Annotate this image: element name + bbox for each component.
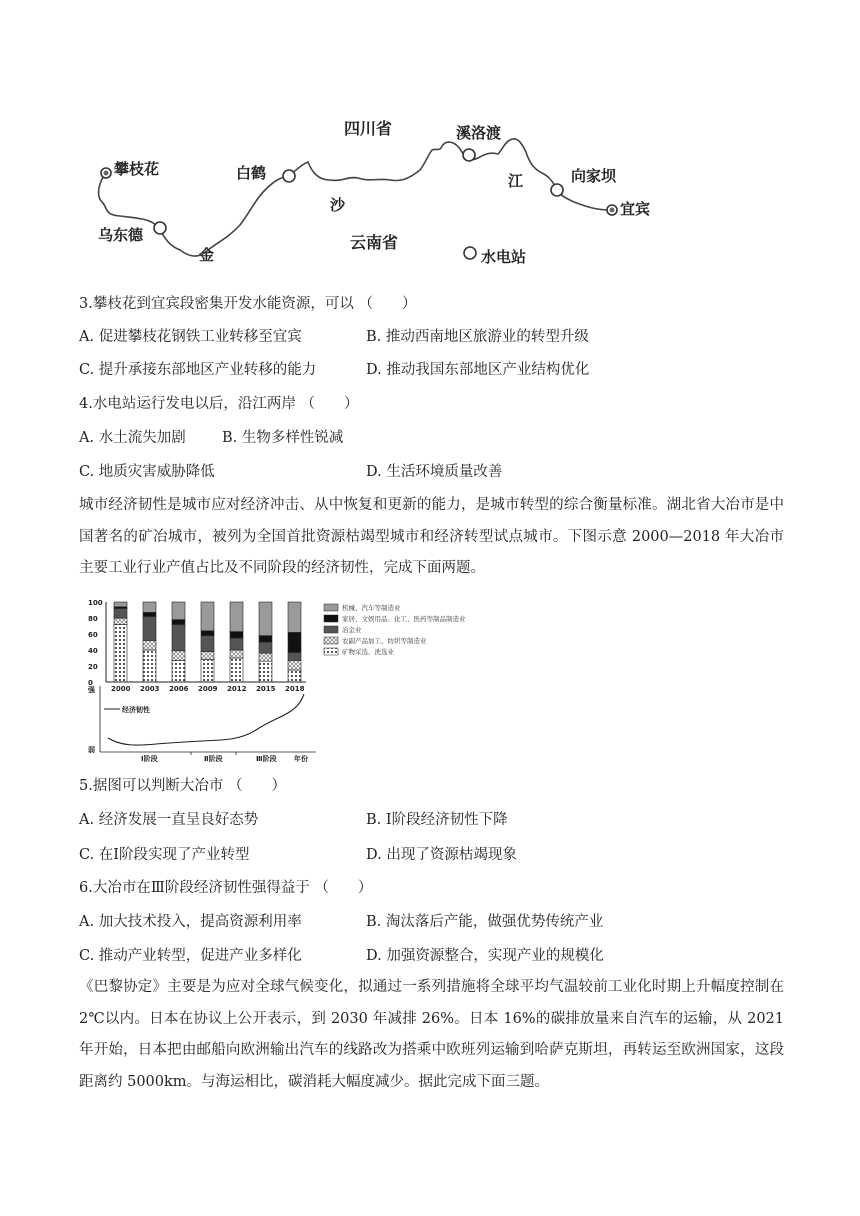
station-label-xiangjiaba: 向家坝 — [571, 167, 617, 185]
bar-segment-2003-0 — [143, 650, 156, 682]
y-tick-80: 80 — [88, 615, 98, 623]
question-4-option-a[interactable]: A. 水土流失加剧 — [79, 430, 186, 446]
river-char-2: 沙 — [330, 196, 346, 214]
river-char-3: 江 — [508, 172, 524, 190]
x-tick-2018: 2018 — [285, 685, 305, 693]
question-6-option-d[interactable]: D. 加强资源整合，实现产业的规模化 — [366, 948, 604, 964]
bar-segment-2015-4 — [259, 602, 272, 636]
bar-segment-2018-2 — [288, 652, 301, 660]
bar-segment-2006-0 — [172, 660, 185, 682]
station-marker-wudongde — [154, 222, 166, 234]
bar-segment-2000-0 — [114, 624, 127, 682]
question-3-stem: 3.攀枝花到宜宾段密集开发水能资源，可以 （ ） — [79, 296, 417, 312]
bar-segment-2009-0 — [201, 660, 214, 682]
bar-segment-2012-4 — [230, 602, 243, 632]
x-unit-label: 年份 — [294, 755, 308, 762]
question-5-option-d[interactable]: D. 出现了资源枯竭现象 — [366, 847, 517, 863]
bar-segment-2009-3 — [201, 631, 214, 636]
chart-legend — [324, 603, 466, 656]
question-4-option-b[interactable]: B. 生物多样性锐减 — [222, 430, 344, 446]
bar-segment-2015-2 — [259, 642, 272, 653]
legend-swatch-4 — [324, 604, 338, 611]
question-5-option-b[interactable]: B. Ⅰ阶段经济韧性下降 — [366, 812, 508, 828]
bar-segment-2000-2 — [114, 608, 127, 618]
legend-swatch-1 — [324, 637, 338, 644]
bar-segment-2012-2 — [230, 638, 243, 650]
stage-3-label: Ⅲ阶段 — [256, 755, 277, 762]
question-5-option-a[interactable]: A. 经济发展一直呈良好态势 — [79, 812, 259, 828]
legend-swatch-2 — [324, 626, 338, 633]
legend-marker — [464, 247, 476, 259]
y-weak-label: 弱 — [88, 746, 95, 754]
question-3-option-d[interactable]: D. 推动我国东部地区产业结构优化 — [366, 362, 590, 378]
station-marker-xiangjiaba — [551, 184, 563, 196]
legend-label-2: 冶金业 — [342, 626, 362, 634]
stacked-bars — [114, 602, 301, 682]
river-char-1: 金 — [199, 246, 215, 264]
stage-1-label: Ⅰ阶段 — [141, 755, 158, 762]
x-tick-2009: 2009 — [198, 685, 218, 693]
province-south-label: 云南省 — [350, 233, 399, 252]
question-5-stem: 5.据图可以判断大冶市 （ ） — [79, 778, 286, 794]
station-label-yibin: 宜宾 — [620, 200, 651, 218]
y-tick-20: 20 — [88, 663, 98, 671]
question-6-option-b[interactable]: B. 淘汰落后产能，做强优势传统产业 — [366, 914, 604, 930]
bar-segment-2012-1 — [230, 650, 243, 658]
bar-segment-2009-2 — [201, 636, 214, 652]
bar-segment-2018-3 — [288, 632, 301, 652]
passage-paris-agreement: 《巴黎协定》主要是为应对全球气候变化，拟通过一系列措施将全球平均气温较前工业化时期上升幅度控制在 2℃以内。日本在协议上公开表示，到 2030 年减排 26%。日本 16%的碳排放量来自汽车的运输，从 2021 年开始，日本把由邮船向欧洲输出汽车的线路改为搭乘中欧班列运输到哈萨克斯坦，再转运至欧洲国家，这段距离约 5000km。与海运相比，碳消耗大幅度减少。据此完成下面三题。 — [79, 979, 784, 1090]
bar-segment-2015-0 — [259, 661, 272, 682]
resilience-curve — [108, 694, 304, 745]
station-label-panzhihua: 攀枝花 — [114, 160, 160, 178]
question-6-stem: 6.大冶市在Ⅲ阶段经济韧性强得益于 （ ） — [79, 880, 373, 896]
bar-segment-2018-1 — [288, 660, 301, 670]
legend-label-0: 矿物采选、洗选业 — [342, 648, 394, 656]
bar-segment-2006-2 — [172, 624, 185, 650]
legend-label-3: 家居、文娱用品、化工、医药等制品制造业 — [342, 615, 466, 623]
y-tick-60: 60 — [88, 631, 98, 639]
question-3-option-c[interactable]: C. 提升承接东部地区产业转移的能力 — [79, 362, 317, 378]
question-6-option-a[interactable]: A. 加大技术投入，提高资源利用率 — [79, 914, 302, 930]
bar-segment-2015-3 — [259, 636, 272, 642]
passage-daye: 城市经济韧性是城市应对经济冲击、从中恢复和更新的能力，是城市转型的综合衡量标准。湖北省大冶市是中国著名的矿冶城市，被列为全国首批资源枯竭型城市和经济转型试点城市。下图示意 2000—2018 年大冶市主要工业行业产值占比及不同阶段的经济韧性，完成下面两题。 — [79, 497, 784, 576]
station-label-xiluodu: 溪洛渡 — [456, 124, 502, 142]
bar-segment-2003-1 — [143, 640, 156, 650]
legend-swatch-0 — [324, 648, 338, 655]
station-marker-xiluodu — [463, 149, 475, 161]
x-tick-2006: 2006 — [169, 685, 189, 693]
bar-segment-2003-3 — [143, 612, 156, 616]
station-label-baihe: 白鹤 — [236, 164, 267, 182]
bar-segment-2003-4 — [143, 602, 156, 612]
bar-segment-2012-0 — [230, 658, 243, 682]
bar-segment-2006-4 — [172, 602, 185, 620]
industry-chart — [86, 594, 486, 762]
x-tick-2003: 2003 — [140, 685, 160, 693]
legend-label-4: 机械、汽车等制造业 — [342, 604, 401, 612]
x-tick-2012: 2012 — [227, 685, 247, 693]
station-marker-baihe — [283, 170, 295, 182]
stage-2-label: Ⅱ阶段 — [204, 755, 223, 762]
question-5-option-c[interactable]: C. 在Ⅰ阶段实现了产业转型 — [79, 847, 250, 863]
bar-segment-2000-4 — [114, 602, 127, 607]
question-3-option-b[interactable]: B. 推动西南地区旅游业的转型升级 — [366, 329, 589, 345]
y-tick-0: 0 — [88, 679, 93, 687]
bar-segment-2003-2 — [143, 616, 156, 640]
question-4-option-d[interactable]: D. 生活环境质量改善 — [366, 464, 503, 480]
bar-segment-2006-1 — [172, 651, 185, 661]
legend-swatch-3 — [324, 615, 338, 622]
question-6-option-c[interactable]: C. 推动产业转型，促进产业多样化 — [79, 948, 302, 964]
x-tick-2015: 2015 — [256, 685, 276, 693]
bar-segment-2000-1 — [114, 618, 127, 624]
question-3-option-a[interactable]: A. 促进攀枝花钢铁工业转移至宜宾 — [79, 329, 302, 345]
y-tick-100: 100 — [88, 599, 103, 607]
question-4-option-c[interactable]: C. 地质灾害威胁降低 — [79, 464, 215, 480]
bar-segment-2009-1 — [201, 652, 214, 660]
legend-label-1: 农副产品加工、纺织等制造业 — [342, 637, 427, 645]
station-label-wudongde: 乌东德 — [98, 226, 144, 244]
bar-segment-2015-1 — [259, 653, 272, 661]
bar-segment-2006-3 — [172, 620, 185, 625]
question-4-stem: 4.水电站运行发电以后，沿江两岸 （ ） — [79, 396, 359, 412]
y-tick-40: 40 — [88, 647, 98, 655]
y-strong-label: 强 — [88, 686, 95, 694]
bar-segment-2012-3 — [230, 632, 243, 638]
legend-label: 水电站 — [481, 248, 527, 266]
bar-segment-2018-4 — [288, 602, 301, 632]
x-tick-2000: 2000 — [111, 685, 131, 693]
province-north-label: 四川省 — [344, 119, 393, 138]
resilience-label: 经济韧性 — [122, 706, 150, 714]
bar-segment-2018-0 — [288, 670, 301, 682]
bar-segment-2009-4 — [201, 602, 214, 631]
